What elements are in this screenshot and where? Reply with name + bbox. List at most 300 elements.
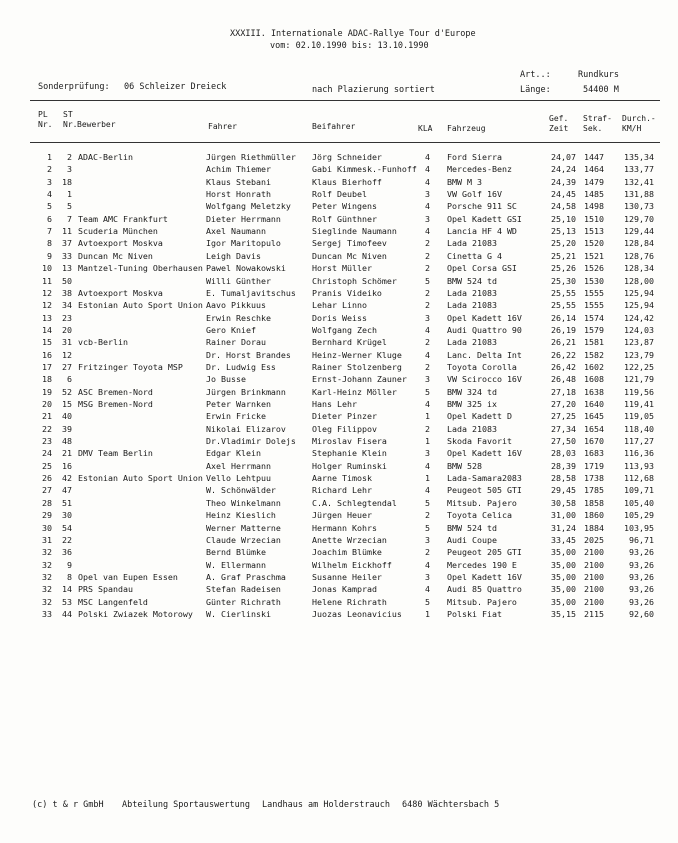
table-row <box>0 411 678 423</box>
col-straf: Straf- Sek. <box>583 114 612 133</box>
cell-fahrzeug: Opel Kadett 16V <box>447 312 522 323</box>
cell-zeit: 28,39 <box>551 460 576 471</box>
cell-kla: 4 <box>425 324 430 335</box>
table-row <box>0 424 678 436</box>
cell-zeit: 25,21 <box>551 250 576 261</box>
cell-pl: 11 <box>42 275 52 286</box>
cell-strafsek: 1654 <box>584 423 604 434</box>
cell-kla: 2 <box>425 263 430 274</box>
cell-strafsek: 1860 <box>584 510 604 521</box>
cell-st: 36 <box>62 547 72 558</box>
sonderpruefung-value: 06 Schleizer Dreieck <box>124 82 227 92</box>
footer-department: Abteilung Sportauswertung <box>122 800 250 810</box>
cell-kla: 5 <box>425 497 430 508</box>
col-durch: Durch.- KM/H <box>622 114 656 133</box>
cell-zeit: 24,24 <box>551 164 576 175</box>
cell-kla: 2 <box>425 250 430 261</box>
cell-bewerber: Fritzinger Toyota MSP <box>78 361 183 372</box>
table-row <box>0 535 678 547</box>
document-title: XXXIII. Internationale ADAC-Rallye Tour d'Europe <box>230 29 476 39</box>
col-pl: PL Nr. <box>38 110 53 129</box>
cell-kla: 5 <box>425 275 430 286</box>
cell-fahrzeug: Opel Kadett D <box>447 411 512 422</box>
cell-fahrzeug: Lada 21083 <box>447 287 497 298</box>
cell-fahrzeug: BMW 324 td <box>447 386 497 397</box>
cell-pl: 28 <box>42 497 52 508</box>
cell-strafsek: 1670 <box>584 436 604 447</box>
table-row <box>0 177 678 189</box>
cell-kmh: 109,71 <box>624 485 654 496</box>
cell-zeit: 26,48 <box>551 374 576 385</box>
cell-st: 47 <box>62 485 72 496</box>
cell-fahrer: Dieter Herrmann <box>206 213 281 224</box>
cell-st: 31 <box>62 337 72 348</box>
cell-zeit: 26,22 <box>551 349 576 360</box>
cell-kmh: 123,79 <box>624 349 654 360</box>
cell-strafsek: 2115 <box>584 608 604 619</box>
cell-strafsek: 1738 <box>584 473 604 484</box>
cell-beifahrer: Holger Ruminski <box>312 460 387 471</box>
cell-beifahrer: C.A. Schlegtendal <box>312 497 397 508</box>
cell-strafsek: 1447 <box>584 152 604 162</box>
cell-fahrer: Günter Richrath <box>206 596 281 607</box>
cell-beifahrer: Peter Wingens <box>312 201 377 212</box>
cell-kla: 5 <box>425 386 430 397</box>
cell-kmh: 122,25 <box>624 361 654 372</box>
table-row <box>0 387 678 399</box>
cell-st: 13 <box>62 263 72 274</box>
cell-strafsek: 1884 <box>584 522 604 533</box>
cell-fahrer: Aavo Pikkuus <box>206 300 266 311</box>
cell-fahrer: Pawel Nowakowski <box>206 263 286 274</box>
cell-bewerber: Polski Zwiazek Motorowy <box>78 608 193 619</box>
table-row <box>0 164 678 176</box>
cell-zeit: 33,45 <box>551 534 576 545</box>
cell-kmh: 118,40 <box>624 423 654 434</box>
cell-st: 15 <box>62 399 72 409</box>
cell-fahrer: Axel Herrmann <box>206 460 271 471</box>
cell-beifahrer: Anette Wrzecian <box>312 534 387 545</box>
cell-strafsek: 1555 <box>584 300 604 311</box>
header-rule <box>30 100 660 101</box>
cell-fahrzeug: Lada 21083 <box>447 423 497 434</box>
cell-fahrzeug: VW Golf 16V <box>447 189 502 200</box>
table-row <box>0 325 678 337</box>
cell-pl: 7 <box>47 226 52 237</box>
cell-beifahrer: Rainer Stolzenberg <box>312 361 402 372</box>
cell-fahrer: Vello Lehtpuu <box>206 473 271 484</box>
cell-kmh: 119,41 <box>624 399 654 409</box>
cell-pl: 3 <box>47 176 52 187</box>
cell-pl: 32 <box>42 584 52 595</box>
cell-kmh: 105,29 <box>624 510 654 521</box>
cell-kla: 3 <box>425 374 430 385</box>
cell-fahrer: Rainer Dorau <box>206 337 266 348</box>
sort-order: nach Plazierung sortiert <box>312 85 435 95</box>
cell-bewerber: ADAC-Berlin <box>78 152 133 162</box>
cell-beifahrer: Duncan Mc Niven <box>312 250 387 261</box>
cell-kmh: 117,27 <box>624 436 654 447</box>
cell-strafsek: 1645 <box>584 411 604 422</box>
col-bewerber: Bewerber <box>77 120 116 129</box>
cell-strafsek: 2100 <box>584 571 604 582</box>
cell-pl: 32 <box>42 559 52 570</box>
cell-kla: 1 <box>425 411 430 422</box>
cell-fahrzeug: Skoda Favorit <box>447 436 512 447</box>
cell-kmh: 124,03 <box>624 324 654 335</box>
cell-kla: 4 <box>425 152 430 162</box>
cell-zeit: 25,55 <box>551 287 576 298</box>
table-row <box>0 510 678 522</box>
cell-bewerber: ASC Bremen-Nord <box>78 386 153 397</box>
cell-beifahrer: Bernhard Krügel <box>312 337 387 348</box>
table-row <box>0 374 678 386</box>
cell-strafsek: 1485 <box>584 189 604 200</box>
cell-fahrzeug: Audi Quattro 90 <box>447 324 522 335</box>
cell-strafsek: 1581 <box>584 337 604 348</box>
cell-beifahrer: Hans Lehr <box>312 399 357 409</box>
cell-zeit: 24,58 <box>551 201 576 212</box>
cell-st: 22 <box>62 534 72 545</box>
cell-fahrzeug: BMW 528 <box>447 460 482 471</box>
cell-pl: 32 <box>42 547 52 558</box>
cell-fahrzeug: Mitsub. Pajero <box>447 497 517 508</box>
cell-strafsek: 1858 <box>584 497 604 508</box>
cell-strafsek: 1479 <box>584 176 604 187</box>
cell-zeit: 24,07 <box>551 152 576 162</box>
cell-fahrer: Edgar Klein <box>206 448 261 459</box>
cell-zeit: 35,00 <box>551 584 576 595</box>
cell-strafsek: 1510 <box>584 213 604 224</box>
cell-kla: 1 <box>425 608 430 619</box>
cell-pl: 13 <box>42 312 52 323</box>
cell-st: 52 <box>62 386 72 397</box>
cell-fahrer: Peter Warnken <box>206 399 271 409</box>
cell-bewerber: Estonian Auto Sport Union <box>78 300 203 311</box>
cell-kla: 3 <box>425 189 430 200</box>
cell-st: 42 <box>62 473 72 484</box>
table-row <box>0 485 678 497</box>
cell-bewerber: Avtoexport Moskva <box>78 238 163 249</box>
cell-fahrzeug: Opel Corsa GSI <box>447 263 517 274</box>
col-beifahrer: Beifahrer <box>312 122 356 131</box>
cell-kla: 2 <box>425 287 430 298</box>
cell-bewerber: vcb-Berlin <box>78 337 128 348</box>
cell-fahrzeug: Mercedes 190 E <box>447 559 517 570</box>
cell-kla: 1 <box>425 473 430 484</box>
cell-fahrer: Wolfgang Meletzky <box>206 201 291 212</box>
cell-kmh: 92,60 <box>629 608 654 619</box>
cell-fahrer: Nikolai Elizarov <box>206 423 286 434</box>
cell-zeit: 27,18 <box>551 386 576 397</box>
cell-beifahrer: Miroslav Fisera <box>312 436 387 447</box>
cell-beifahrer: Karl-Heinz Möller <box>312 386 397 397</box>
cell-strafsek: 1513 <box>584 226 604 237</box>
cell-beifahrer: Heinz-Werner Kluge <box>312 349 402 360</box>
table-row <box>0 189 678 201</box>
cell-beifahrer: Sergej Timofeev <box>312 238 387 249</box>
cell-strafsek: 1526 <box>584 263 604 274</box>
cell-fahrzeug: Peugeot 505 GTI <box>447 485 522 496</box>
table-row <box>0 399 678 411</box>
cell-zeit: 27,20 <box>551 399 576 409</box>
cell-beifahrer: Sieglinde Naumann <box>312 226 397 237</box>
cell-fahrzeug: VW Scirocco 16V <box>447 374 522 385</box>
cell-kla: 4 <box>425 485 430 496</box>
cell-fahrzeug: Toyota Celica <box>447 510 512 521</box>
cell-fahrer: Bernd Blümke <box>206 547 266 558</box>
cell-kla: 4 <box>425 559 430 570</box>
cell-beifahrer: Doris Weiss <box>312 312 367 323</box>
cell-fahrer: Klaus Stebani <box>206 176 271 187</box>
cell-zeit: 26,19 <box>551 324 576 335</box>
cell-pl: 32 <box>42 571 52 582</box>
cell-fahrzeug: Lada-Samara2083 <box>447 473 522 484</box>
cell-pl: 29 <box>42 510 52 521</box>
sonderpruefung-label: Sonderprüfung: <box>38 82 110 92</box>
cell-zeit: 24,45 <box>551 189 576 200</box>
table-row <box>0 337 678 349</box>
cell-st: 20 <box>62 324 72 335</box>
cell-kmh: 93,26 <box>629 596 654 607</box>
art-value: Rundkurs <box>578 70 619 80</box>
cell-zeit: 35,00 <box>551 596 576 607</box>
cell-fahrzeug: Mitsub. Pajero <box>447 596 517 607</box>
cell-fahrzeug: Lanc. Delta Int <box>447 349 522 360</box>
cell-kmh: 129,70 <box>624 213 654 224</box>
cell-fahrer: W. Schönwälder <box>206 485 276 496</box>
art-label: Art..: <box>520 70 551 80</box>
cell-zeit: 28,03 <box>551 448 576 459</box>
cell-st: 30 <box>62 510 72 521</box>
cell-kmh: 123,87 <box>624 337 654 348</box>
cell-pl: 9 <box>47 250 52 261</box>
table-row <box>0 226 678 238</box>
cell-beifahrer: Dieter Pinzer <box>312 411 377 422</box>
cell-kla: 3 <box>425 571 430 582</box>
cell-fahrer: Willi Günther <box>206 275 271 286</box>
cell-fahrzeug: Lada 21083 <box>447 238 497 249</box>
cell-zeit: 24,39 <box>551 176 576 187</box>
cell-kla: 5 <box>425 596 430 607</box>
cell-strafsek: 1579 <box>584 324 604 335</box>
cell-zeit: 29,45 <box>551 485 576 496</box>
cell-pl: 5 <box>47 201 52 212</box>
cell-pl: 6 <box>47 213 52 224</box>
cell-beifahrer: Klaus Bierhoff <box>312 176 382 187</box>
cell-zeit: 35,00 <box>551 571 576 582</box>
table-row <box>0 584 678 596</box>
cell-beifahrer: Oleg Filippov <box>312 423 377 434</box>
table-row <box>0 238 678 250</box>
cell-fahrzeug: BMW 325 ix <box>447 399 497 409</box>
cell-zeit: 35,15 <box>551 608 576 619</box>
cell-pl: 22 <box>42 423 52 434</box>
cell-zeit: 25,20 <box>551 238 576 249</box>
laenge-value: 54400 M <box>583 85 619 95</box>
cell-pl: 31 <box>42 534 52 545</box>
cell-st: 51 <box>62 497 72 508</box>
cell-zeit: 35,00 <box>551 547 576 558</box>
cell-fahrer: Achim Thiemer <box>206 164 271 175</box>
table-row <box>0 473 678 485</box>
table-row <box>0 214 678 226</box>
cell-bewerber: Mantzel-Tuning Oberhausen <box>78 263 203 274</box>
cell-st: 14 <box>62 584 72 595</box>
cell-st: 11 <box>62 226 72 237</box>
cell-kmh: 93,26 <box>629 571 654 582</box>
cell-kla: 3 <box>425 534 430 545</box>
cell-strafsek: 2100 <box>584 547 604 558</box>
cell-bewerber: MSG Bremen-Nord <box>78 399 153 409</box>
cell-fahrer: Horst Honrath <box>206 189 271 200</box>
table-row <box>0 523 678 535</box>
cell-beifahrer: Juozas Leonavicius <box>312 608 402 619</box>
cell-fahrzeug: Mercedes-Benz <box>447 164 512 175</box>
cell-bewerber: Avtoexport Moskva <box>78 287 163 298</box>
cell-st: 16 <box>62 460 72 471</box>
cell-fahrer: Dr. Horst Brandes <box>206 349 291 360</box>
cell-st: 34 <box>62 300 72 311</box>
cell-kla: 4 <box>425 176 430 187</box>
cell-kmh: 119,05 <box>624 411 654 422</box>
cell-zeit: 25,26 <box>551 263 576 274</box>
cell-fahrer: E. Tumaljavitschus <box>206 287 296 298</box>
cell-strafsek: 1683 <box>584 448 604 459</box>
cell-kla: 5 <box>425 522 430 533</box>
footer-city: 6480 Wächtersbach 5 <box>402 800 500 810</box>
cell-beifahrer: Helene Richrath <box>312 596 387 607</box>
col-st: ST Nr. <box>63 110 78 129</box>
table-row <box>0 572 678 584</box>
cell-strafsek: 2100 <box>584 584 604 595</box>
cell-kmh: 112,68 <box>624 473 654 484</box>
cell-zeit: 27,25 <box>551 411 576 422</box>
cell-pl: 21 <box>42 411 52 422</box>
cell-kmh: 93,26 <box>629 584 654 595</box>
table-row <box>0 350 678 362</box>
table-row <box>0 288 678 300</box>
cell-pl: 1 <box>47 152 52 162</box>
table-row <box>0 201 678 213</box>
cell-kla: 2 <box>425 361 430 372</box>
cell-fahrzeug: Peugeot 205 GTI <box>447 547 522 558</box>
cell-st: 3 <box>67 164 72 175</box>
cell-fahrzeug: Opel Kadett 16V <box>447 448 522 459</box>
cell-pl: 12 <box>42 300 52 311</box>
cell-pl: 20 <box>42 399 52 409</box>
cell-strafsek: 1555 <box>584 287 604 298</box>
cell-fahrzeug: Porsche 911 SC <box>447 201 517 212</box>
cell-pl: 2 <box>47 164 52 175</box>
cell-st: 5 <box>67 201 72 212</box>
cell-fahrer: Axel Naumann <box>206 226 266 237</box>
cell-fahrer: Erwin Fricke <box>206 411 266 422</box>
cell-beifahrer: Rolf Deubel <box>312 189 367 200</box>
cell-pl: 23 <box>42 436 52 447</box>
cell-st: 21 <box>62 448 72 459</box>
cell-strafsek: 1582 <box>584 349 604 360</box>
cell-beifahrer: Jürgen Heuer <box>312 510 372 521</box>
cell-kmh: 132,41 <box>624 176 654 187</box>
cell-zeit: 25,10 <box>551 213 576 224</box>
cell-st: 54 <box>62 522 72 533</box>
cell-beifahrer: Lehar Linno <box>312 300 367 311</box>
cell-bewerber: Duncan Mc Niven <box>78 250 153 261</box>
cell-st: 44 <box>62 608 72 619</box>
cell-fahrer: Theo Winkelmann <box>206 497 281 508</box>
cell-fahrzeug: Audi 85 Quattro <box>447 584 522 595</box>
cell-pl: 27 <box>42 485 52 496</box>
cell-fahrer: Jürgen Riethmüller <box>206 152 296 162</box>
cell-st: 38 <box>62 287 72 298</box>
cell-kmh: 105,40 <box>624 497 654 508</box>
cell-kmh: 128,76 <box>624 250 654 261</box>
cell-kmh: 128,00 <box>624 275 654 286</box>
cell-strafsek: 1521 <box>584 250 604 261</box>
cell-kmh: 128,84 <box>624 238 654 249</box>
cell-fahrzeug: Lada 21083 <box>447 300 497 311</box>
cell-zeit: 27,34 <box>551 423 576 434</box>
cell-kla: 2 <box>425 238 430 249</box>
cell-zeit: 25,55 <box>551 300 576 311</box>
cell-st: 23 <box>62 312 72 323</box>
table-rule <box>30 142 660 143</box>
cell-strafsek: 1640 <box>584 399 604 409</box>
cell-pl: 33 <box>42 608 52 619</box>
cell-st: 18 <box>62 176 72 187</box>
cell-pl: 24 <box>42 448 52 459</box>
cell-kmh: 119,56 <box>624 386 654 397</box>
cell-kla: 4 <box>425 460 430 471</box>
table-row <box>0 597 678 609</box>
cell-strafsek: 1638 <box>584 386 604 397</box>
cell-fahrer: A. Graf Praschma <box>206 571 286 582</box>
cell-kmh: 125,94 <box>624 300 654 311</box>
cell-zeit: 28,58 <box>551 473 576 484</box>
cell-strafsek: 1530 <box>584 275 604 286</box>
cell-strafsek: 2025 <box>584 534 604 545</box>
cell-kla: 4 <box>425 584 430 595</box>
cell-bewerber: Estonian Auto Sport Union <box>78 473 203 484</box>
cell-st: 12 <box>62 349 72 360</box>
cell-fahrer: Jürgen Brinkmann <box>206 386 286 397</box>
cell-kmh: 125,94 <box>624 287 654 298</box>
cell-fahrzeug: Toyota Corolla <box>447 361 517 372</box>
cell-kmh: 116,36 <box>624 448 654 459</box>
cell-kmh: 113,93 <box>624 460 654 471</box>
cell-kmh: 135,34 <box>624 152 654 162</box>
cell-strafsek: 1719 <box>584 460 604 471</box>
cell-beifahrer: Wolfgang Zech <box>312 324 377 335</box>
cell-beifahrer: Joachim Blümke <box>312 547 382 558</box>
cell-fahrer: Jo Busse <box>206 374 246 385</box>
cell-fahrzeug: Polski Fiat <box>447 608 502 619</box>
cell-zeit: 27,50 <box>551 436 576 447</box>
cell-kla: 2 <box>425 547 430 558</box>
cell-kmh: 128,34 <box>624 263 654 274</box>
cell-strafsek: 1520 <box>584 238 604 249</box>
col-kla: KLA <box>418 124 433 133</box>
table-row <box>0 547 678 559</box>
cell-pl: 12 <box>42 287 52 298</box>
cell-beifahrer: Jonas Kamprad <box>312 584 377 595</box>
cell-beifahrer: Wilhelm Eickhoff <box>312 559 392 570</box>
cell-pl: 30 <box>42 522 52 533</box>
cell-beifahrer: Susanne Heiler <box>312 571 382 582</box>
cell-strafsek: 2100 <box>584 559 604 570</box>
cell-fahrzeug: Lancia HF 4 WD <box>447 226 517 237</box>
